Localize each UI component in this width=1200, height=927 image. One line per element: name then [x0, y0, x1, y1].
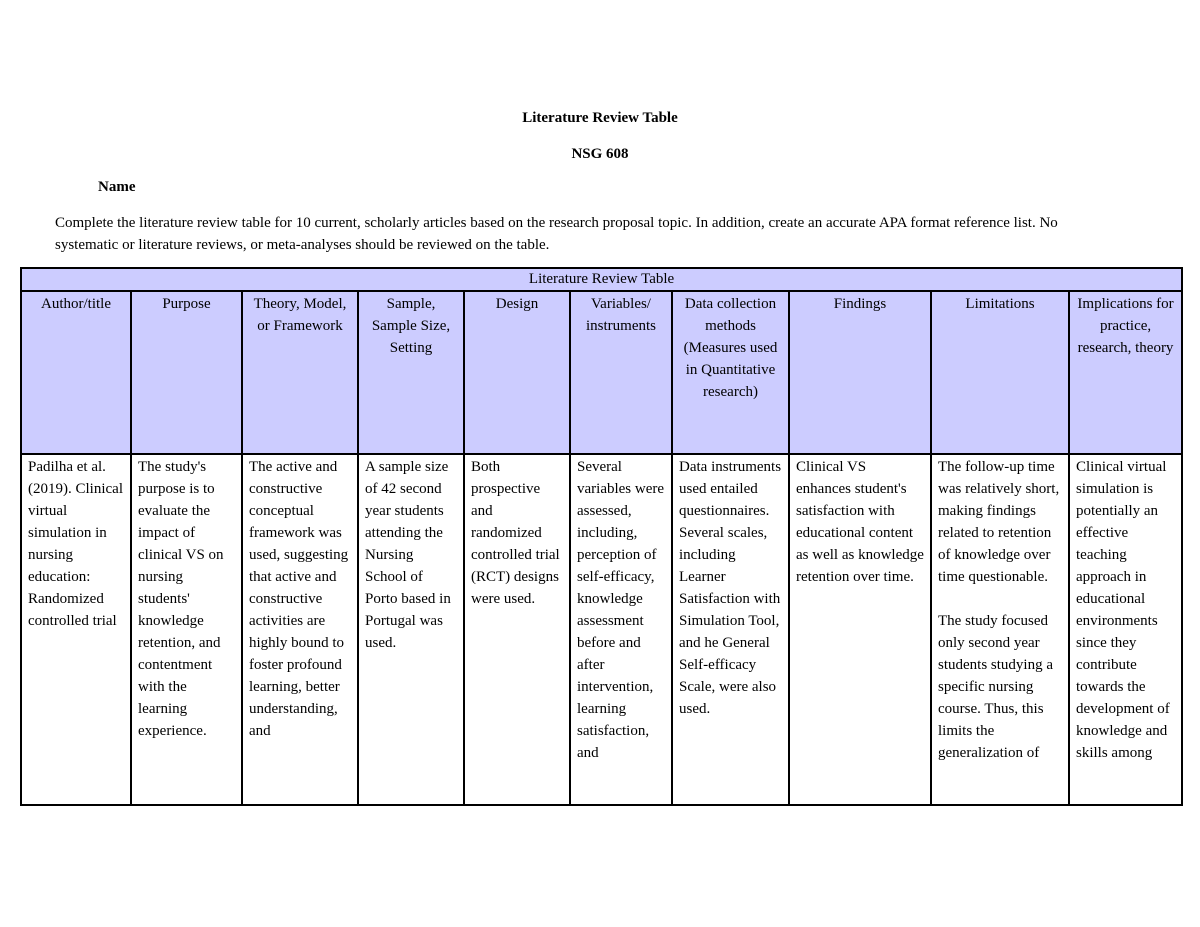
column-header: Author/title [21, 291, 131, 454]
column-header: Theory, Model, or Framework [242, 291, 358, 454]
cell-findings: Clinical VS enhances student's satisfaction with educational content as well as knowledge retention over time. [789, 454, 931, 805]
column-header: Limitations [931, 291, 1069, 454]
column-header: Findings [789, 291, 931, 454]
cell-variables: Several variables were assessed, including, perception of self-efficacy, knowledge assessment before and after intervention, learning satisfaction, and [570, 454, 672, 805]
table-caption: Literature Review Table [21, 268, 1182, 291]
limitations-paragraph-1: The follow-up time was relatively short, making findings related to retention of knowledge over time questionable. [938, 459, 1060, 585]
cell-theory: The active and constructive conceptual framework was used, suggesting that active and constructive activities are highly bound to foster profound learning, better understanding, and [242, 454, 358, 805]
document-title: Literature Review Table [522, 110, 678, 126]
column-header: Variables/ instruments [570, 291, 672, 454]
limitations-paragraph-2: The study focused only second year students studying a specific nursing course. Thus, this limits the generalization of [938, 613, 1053, 761]
name-label: Name [98, 179, 136, 195]
column-header: Purpose [131, 291, 242, 454]
cell-data-collection: Data instruments used entailed questionnaires. Several scales, including Learner Satisfaction with Simulation Tool, and he General Self-efficacy Scale, were also used. [672, 454, 789, 805]
cell-implications: Clinical virtual simulation is potentially an effective teaching approach in educational environments since they contribute towards the development of knowledge and skills among [1069, 454, 1182, 805]
literature-review-table [20, 267, 1183, 806]
column-header: Sample, Sample Size, Setting [358, 291, 464, 454]
table-row [21, 454, 1182, 805]
column-header: Data collection methods (Measures used in Quantitative research) [672, 291, 789, 454]
paragraph-gap [938, 588, 1062, 610]
cell-author-title: Padilha et al. (2019). Clinical virtual simulation in nursing education: Randomized controlled trial [21, 454, 131, 805]
column-header: Design [464, 291, 570, 454]
course-code: NSG 608 [571, 146, 629, 162]
column-header: Implications for practice, research, theory [1069, 291, 1182, 454]
cell-sample: A sample size of 42 second year students attending the Nursing School of Porto based in Portugal was used. [358, 454, 464, 805]
table-header-row [21, 291, 1182, 454]
cell-design: Both prospective and randomized controlled trial (RCT) designs were used. [464, 454, 570, 805]
cell-purpose: The study's purpose is to evaluate the impact of clinical VS on nursing students' knowledge retention, and contentment with the learning experience. [131, 454, 242, 805]
instructions-text: Complete the literature review table for 10 current, scholarly articles based on the research proposal topic. In addition, create an accurate APA format reference list. No systematic or literature reviews, or meta-analyses should be reviewed on the table. [55, 215, 1058, 253]
cell-limitations [931, 454, 1069, 805]
